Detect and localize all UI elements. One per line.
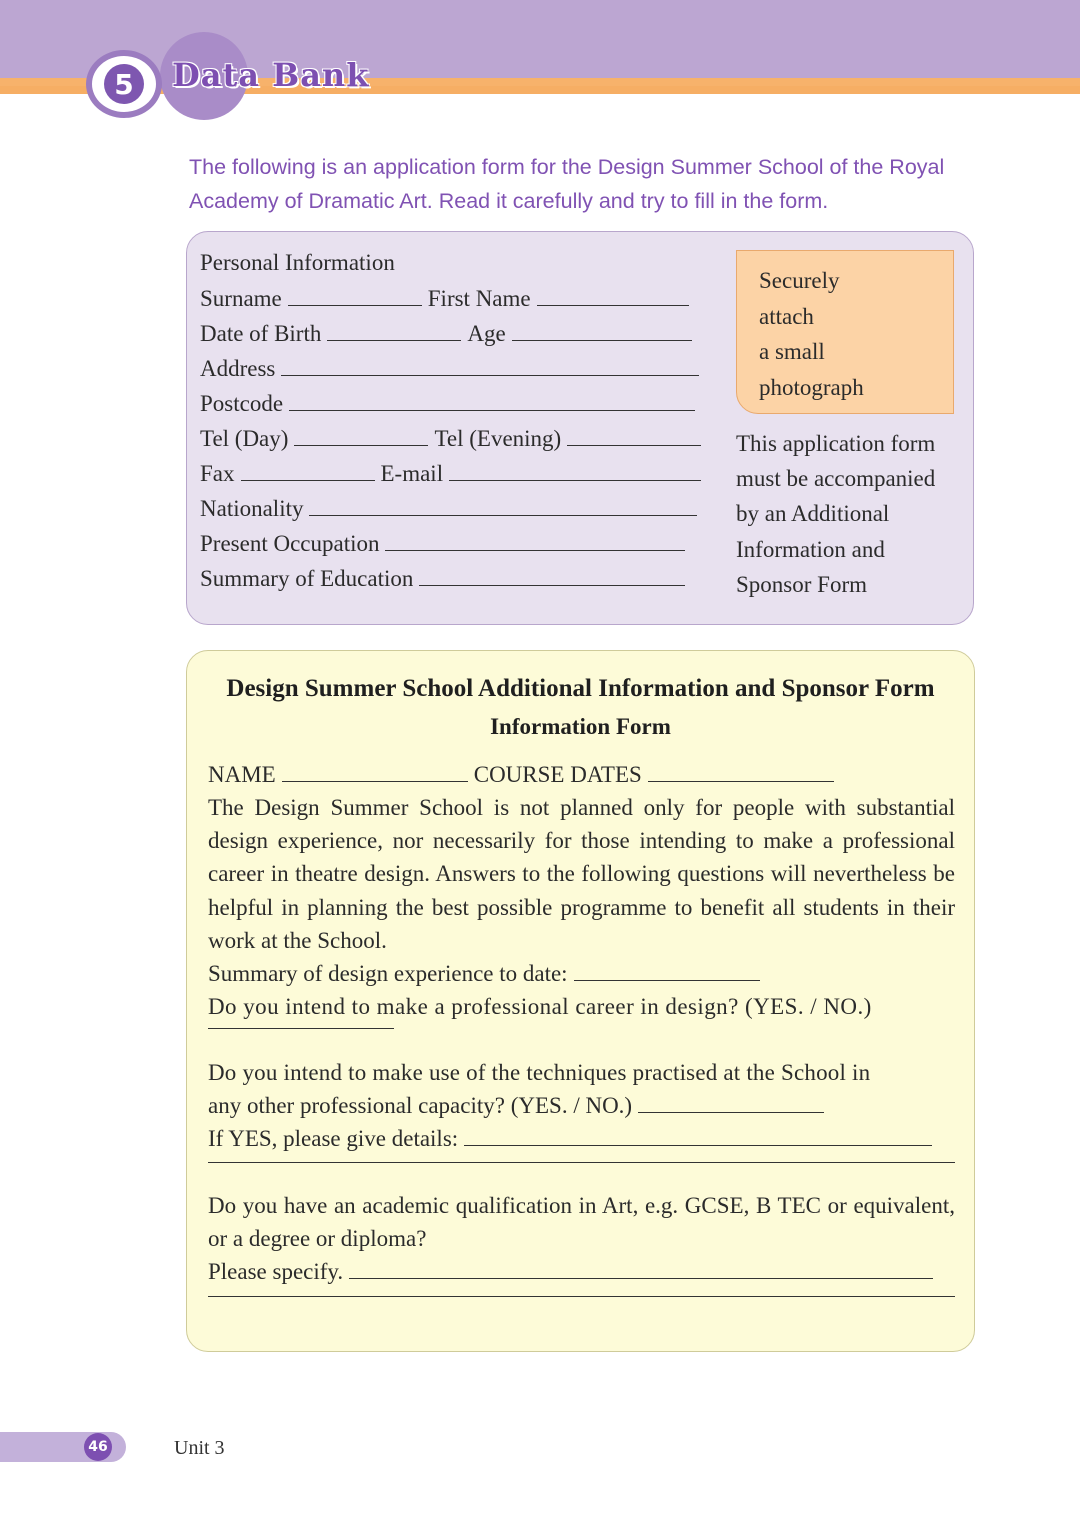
accompany-note-line: This application form xyxy=(736,431,936,456)
accompany-note-line: by an Additional xyxy=(736,501,890,527)
occupation-row xyxy=(200,528,691,558)
nationality-label: Nationality xyxy=(200,496,304,521)
name-field[interactable] xyxy=(282,759,468,782)
accompany-note-line: must be accompanied xyxy=(736,466,936,492)
name-label: NAME xyxy=(208,762,276,787)
age-label: Age xyxy=(467,321,506,346)
section-title: Data Bank xyxy=(172,56,370,94)
accompany-note xyxy=(736,426,976,602)
photo-note-line: photograph xyxy=(759,374,864,400)
age-field[interactable] xyxy=(512,318,692,341)
techniques-question-line: Do you intend to make use of the techniques practised at the School in xyxy=(208,1060,871,1085)
fax-label: Fax xyxy=(200,461,235,486)
career-question: Do you intend to make a professional career in design? (YES. / NO.) xyxy=(208,994,872,1019)
email-label: E-mail xyxy=(380,461,444,486)
personal-info-heading: Personal Information xyxy=(200,250,395,275)
photo-attach-box[interactable] xyxy=(736,250,954,414)
info-paragraph: The Design Summer School is not planned only for people with substantial design experience, nor necessarily for those intending to make a professional career in theatre design. Answers to the following questions will nevertheless be helpful in planning the best possible programme to benefit all students in their work at the School. xyxy=(208,795,955,953)
unit-label: Unit 3 xyxy=(174,1437,225,1459)
fax-row xyxy=(200,458,707,488)
page-number: 46 xyxy=(84,1433,112,1461)
dob-label: Date of Birth xyxy=(200,321,322,346)
photo-note-line: Securely xyxy=(759,268,840,293)
summary-field[interactable] xyxy=(574,958,760,981)
first-name-field[interactable] xyxy=(537,283,689,306)
details-continuation-field[interactable] xyxy=(208,1162,955,1163)
education-field[interactable] xyxy=(419,563,685,586)
education-row xyxy=(200,563,691,593)
techniques-row xyxy=(208,1089,955,1122)
education-label: Summary of Education xyxy=(200,566,414,591)
occupation-label: Present Occupation xyxy=(200,531,380,556)
specify-continuation-field[interactable] xyxy=(208,1296,955,1297)
tel-day-label: Tel (Day) xyxy=(200,426,289,451)
section-number-badge xyxy=(86,50,162,118)
dob-row xyxy=(200,318,698,348)
tel-day-field[interactable] xyxy=(294,423,428,446)
address-field[interactable] xyxy=(281,353,699,376)
fax-field[interactable] xyxy=(241,458,375,481)
postcode-row xyxy=(200,388,701,418)
summary-label: Summary of design experience to date: xyxy=(208,961,568,986)
qualification-question: Do you have an academic qualification in Art, e.g. GCSE, B TEC or equivalent, or a degree or diploma? xyxy=(208,1193,955,1252)
photo-note-line: attach xyxy=(759,303,814,329)
info-form-title: Design Summer School Additional Information and Sponsor Form xyxy=(226,675,935,702)
specify-field[interactable] xyxy=(349,1256,933,1279)
specify-label: Please specify. xyxy=(208,1259,344,1284)
section-number: 5 xyxy=(104,64,144,104)
intro-text: The following is an application form for the Design Summer School of the Royal Academy of Dramatic Art. Read it carefully and try to fill in the form. xyxy=(189,155,945,213)
summary-row xyxy=(208,957,955,990)
surname-label: Surname xyxy=(200,286,282,311)
email-field[interactable] xyxy=(449,458,701,481)
nationality-field[interactable] xyxy=(309,493,697,516)
specify-row xyxy=(208,1255,955,1288)
occupation-field[interactable] xyxy=(385,528,685,551)
tel-evening-field[interactable] xyxy=(567,423,701,446)
first-name-label: First Name xyxy=(427,286,531,311)
dob-field[interactable] xyxy=(327,318,461,341)
details-row xyxy=(208,1122,955,1155)
accompany-note-line: Sponsor Form xyxy=(736,571,867,597)
techniques-question-line: any other professional capacity? (YES. / NO.) xyxy=(208,1093,633,1118)
postcode-field[interactable] xyxy=(289,388,695,411)
details-label: If YES, please give details: xyxy=(208,1126,459,1151)
address-label: Address xyxy=(200,356,276,381)
details-field[interactable] xyxy=(464,1123,932,1146)
tel-evening-label: Tel (Evening) xyxy=(434,426,562,451)
course-dates-field[interactable] xyxy=(648,759,834,782)
surname-row xyxy=(200,283,695,313)
course-dates-label: COURSE DATES xyxy=(473,762,642,787)
accompany-note-line: Information and xyxy=(736,536,885,562)
photo-note-line: a small xyxy=(759,339,825,364)
nationality-row xyxy=(200,493,703,523)
address-row xyxy=(200,353,705,383)
career-answer-field[interactable] xyxy=(208,1028,394,1029)
techniques-answer-field[interactable] xyxy=(638,1090,824,1113)
postcode-label: Postcode xyxy=(200,391,284,416)
info-form-subtitle: Information Form xyxy=(490,714,671,739)
surname-field[interactable] xyxy=(288,283,422,306)
tel-row xyxy=(200,423,707,453)
name-dates-row xyxy=(208,758,955,791)
